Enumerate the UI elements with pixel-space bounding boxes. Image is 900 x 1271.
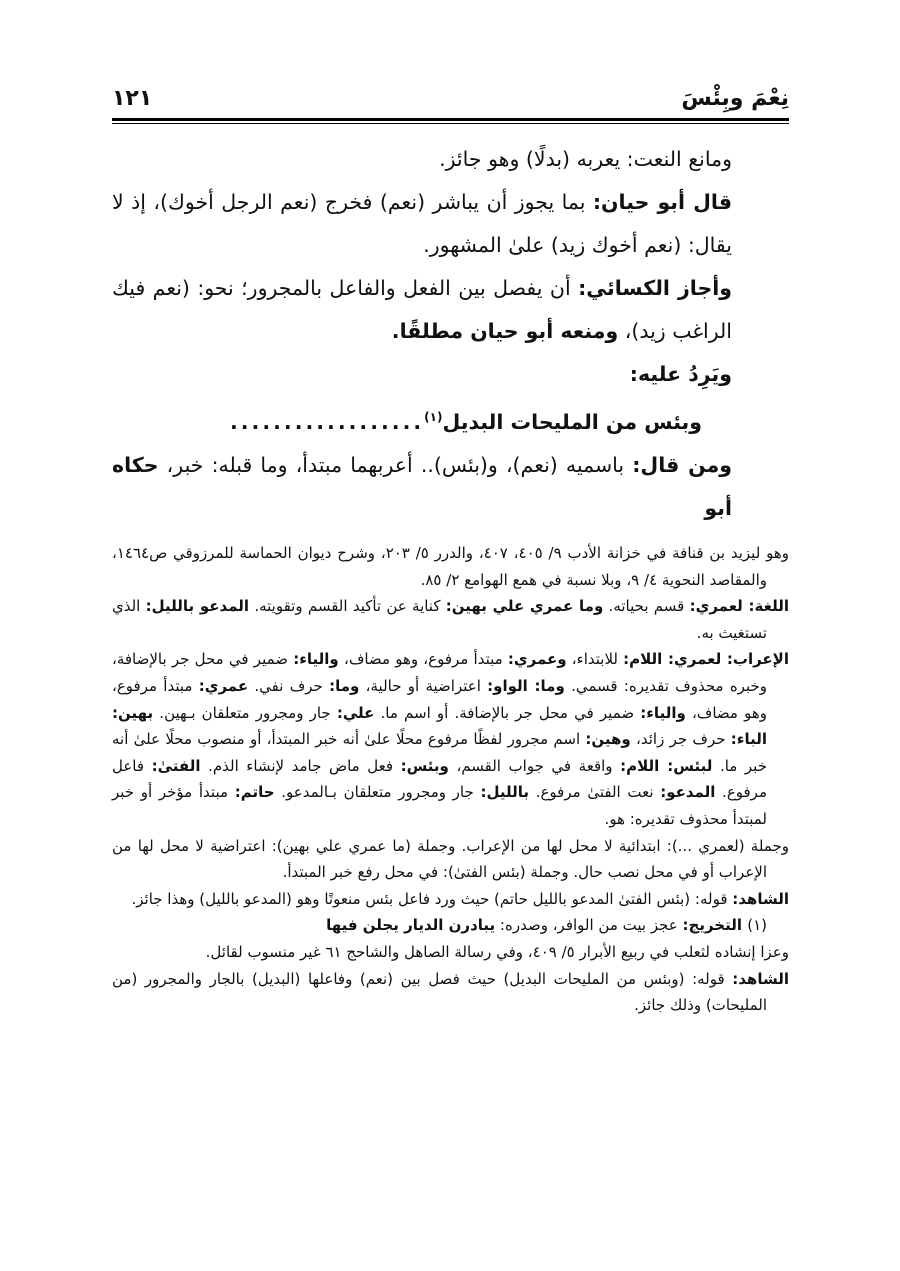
irab-t15: جار ومجرور متعلقان بـالمدعو. xyxy=(274,783,481,802)
irab-t12: فعل ماض جامد لإنشاء الذم. xyxy=(200,756,401,775)
irab-b15: حاتم: xyxy=(234,783,275,802)
paragraph-3 xyxy=(112,267,732,353)
shahid-2-text: قوله: (وبئس من المليحات البديل) حيث فصل بين (نعم) وفاعلها (البديل) بالجار والمجرور (من المليحات) وذلك جائز. xyxy=(112,969,767,1015)
lugha-text-1: قسم بحياته. xyxy=(603,597,690,616)
irab-b4: وما: xyxy=(329,676,360,695)
irab-b11: وبئس: xyxy=(400,756,449,775)
irab-t7: ضمير في محل جر بالإضافة. أو اسم ما. xyxy=(374,703,641,722)
note-attribution-text: وعزا إنشاده لثعلب في ربيع الأبرار ٥/ ٤٠٩، وفي رسالة الصاهل والشاحج ٦١ غير منسوب لقائل. xyxy=(205,942,789,961)
running-header xyxy=(112,82,789,122)
irab-b10: لبئس: اللام: xyxy=(620,756,713,775)
irab-t5: حرف نفي. xyxy=(248,676,330,695)
paragraph-5 xyxy=(112,444,732,530)
lugha-label-3: المدعو بالليل: xyxy=(145,597,250,616)
note-shahid-2 xyxy=(112,966,789,1019)
note-source xyxy=(112,540,789,593)
page-number: ١٢١ xyxy=(112,86,153,111)
header-rule-thin xyxy=(112,123,789,124)
irab-b5: عمري: xyxy=(198,676,249,695)
lugha-text-3: الذي تستغيث به. xyxy=(112,597,767,642)
irab-b2: والياء: xyxy=(293,650,339,669)
irab-b6: والياء: xyxy=(640,703,686,722)
verse-dots: .................. xyxy=(229,409,425,434)
shahid-1-text: قوله: (بئس الفتىٰ المدعو بالليل حاتم) حيث ورد فاعل بئس منعوتًا وهو (المدعو بالليل) وهذا جائز. xyxy=(131,889,733,908)
irab-t10: اسم مجرور لفظًا مرفوع محلًا علىٰ أنه خبر المبتدأ، أو منصوب محلًا علىٰ أنه خبر ما. xyxy=(112,730,767,775)
lugha-label-2: وما عمري علي بهين: xyxy=(445,597,604,616)
footnote-ref: (١) xyxy=(424,410,443,424)
main-text xyxy=(112,138,732,530)
note-shahid-1 xyxy=(112,886,789,913)
irab-b14: بالليل: xyxy=(480,783,529,802)
note-source-text: وهو ليزيد بن قنافة في خزانة الأدب ٩/ ٤٠٥، ٤٠٧، والدرر ٥/ ٢٠٣، وشرح ديوان الحماسة للمرزوقي ص١٤٦٤، والمقاصد النحوية ٤/ ٩، وبلا نسبة في همع الهوامع ٢/ ٨٥. xyxy=(112,544,790,589)
note-takhrij xyxy=(112,912,789,939)
irab-t6: مبتدأ مرفوع، وهو مضاف، xyxy=(112,676,767,722)
paragraph-1-text: ومانع النعت: يعربه (بدلًا) وهو جائز. xyxy=(439,147,732,171)
paragraph-3-text: أن يفصل بين الفعل والفاعل بالمجرور؛ نحو: (نعم فيك الراغب زيد)، xyxy=(112,276,732,343)
paragraph-3-lead: وأجاز الكسائي: xyxy=(578,276,732,300)
paragraph-2-text: بما يجوز أن يباشر (نعم) فخرج (نعم الرجل أخوك)، إذ لا يقال: (نعم أخوك زيد) علىٰ المشهور. xyxy=(112,190,732,257)
takhrij-tail: يبادرن الديار يجلن فيها xyxy=(326,916,496,935)
paragraph-5-text: باسميه (نعم)، و(بئس).. أعربهما مبتدأ، وما قبله: خبر، xyxy=(158,452,633,477)
takhrij-text: عجز بيت من الوافر، وصدره: xyxy=(495,916,683,935)
irab-t4: اعتراضية أو حالية، xyxy=(359,676,488,695)
running-title: نِعْمَ وبِئْسَ xyxy=(681,86,789,111)
paragraph-2-lead: قال أبو حيان: xyxy=(592,190,732,214)
irab-t14: نعت الفتىٰ مرفوع. xyxy=(529,783,661,802)
irab-b9: وهين: xyxy=(585,730,631,749)
verse-line xyxy=(112,396,732,444)
note-attribution xyxy=(112,939,789,966)
paragraph-5-lead: ومن قال: xyxy=(632,452,732,477)
shahid-2-lead: الشاهد: xyxy=(732,969,789,988)
irab-b13: المدعو: xyxy=(660,783,716,802)
paragraph-5-tail: حكاه أبو xyxy=(112,452,732,520)
paragraph-1 xyxy=(112,138,732,181)
lugha-text-2: كناية عن تأكيد القسم وتقويته. xyxy=(249,597,446,616)
footnotes xyxy=(112,540,789,1019)
paragraph-2 xyxy=(112,181,732,267)
paragraph-4-text: ويَرِدُ عليه: xyxy=(629,362,732,386)
note-lugha xyxy=(112,593,789,646)
irab-b1: وعمري: xyxy=(507,650,567,669)
irab-t2: مبتدأ مرفوع، وهو مضاف، xyxy=(338,650,508,669)
lugha-label-1: اللغة: لعمري: xyxy=(689,597,789,616)
irab-lead: الإعراب: لعمري: اللام: xyxy=(623,650,789,669)
header-rule-thick xyxy=(112,118,789,121)
irab-b7: علي: xyxy=(336,703,375,722)
irab-b12: الفتىٰ: xyxy=(151,756,201,775)
note-jumla xyxy=(112,833,789,886)
irab-t9: حرف جر زائد، xyxy=(630,730,731,749)
irab-t16: مبتدأ مؤخر أو خبر لمبتدأ محذوف تقديره: هو. xyxy=(112,783,767,828)
takhrij-num: (١) xyxy=(747,916,767,935)
verse-text: وبئس من المليحات البديل xyxy=(442,409,702,434)
note-irab xyxy=(112,646,789,832)
irab-t13: فاعل مرفوع. xyxy=(112,756,767,802)
irab-t11: واقعة في جواب القسم، xyxy=(448,756,621,775)
note-jumla-text: وجملة (لعمري ...): ابتدائية لا محل لها من الإعراب. وجملة (ما عمري علي بهين): اعتراضية لا محل لها من الإعراب أو في محل نصب حال. وجملة (بئس الفتىٰ): في محل رفع خبر المبتدأ. xyxy=(112,836,789,882)
paragraph-4 xyxy=(112,353,732,396)
irab-b8: بهين: الباء: xyxy=(112,703,767,749)
irab-t1: للابتداء، xyxy=(566,650,624,669)
irab-t3: ضمير في محل جر بالإضافة، وخبره محذوف تقديره: قسمي. xyxy=(112,650,768,695)
irab-b3: وما: الواو: xyxy=(487,676,565,695)
takhrij-lead: التخريج: xyxy=(682,916,748,935)
shahid-1-lead: الشاهد: xyxy=(732,889,789,908)
irab-t8: جار ومجرور متعلقان بـهين. xyxy=(153,703,337,722)
paragraph-3-tail: ومنعه أبو حيان مطلقًا. xyxy=(391,319,619,343)
